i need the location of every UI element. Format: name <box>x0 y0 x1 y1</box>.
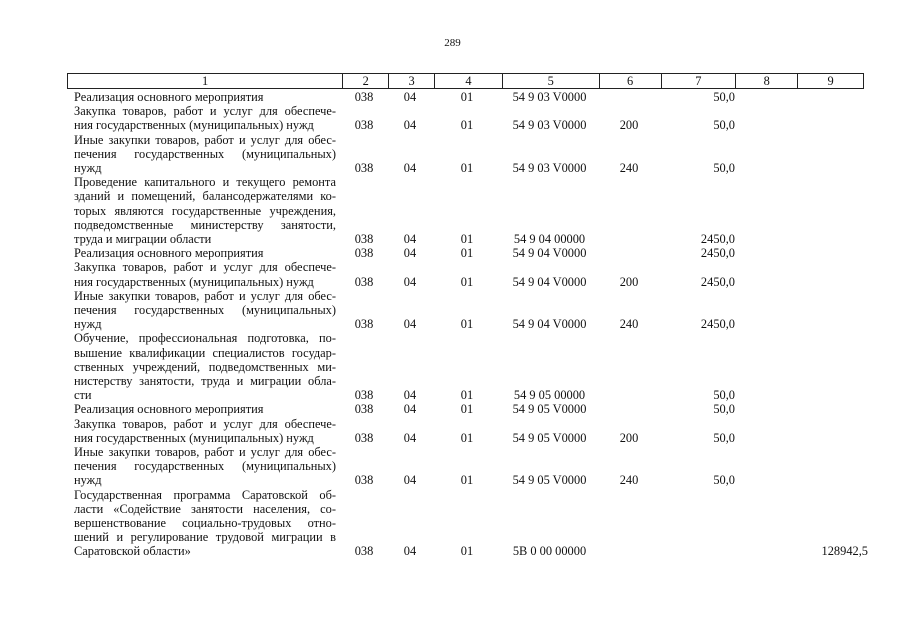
cell-gr: 038 <box>354 90 374 104</box>
cell-cs: 54 9 05 V0000 <box>512 473 587 488</box>
cell-sum-7: 50,0 <box>713 118 735 133</box>
cell-pr: 01 <box>460 90 474 104</box>
cell-pr: 01 <box>460 388 474 403</box>
cell-pr: 01 <box>460 274 474 289</box>
description-line: Закупка товаров, работ и услуг для обеспече- <box>74 416 336 431</box>
description-line: ния государственных (муниципальных) нужд <box>74 430 314 445</box>
cell-sum-7: 50,0 <box>713 473 735 488</box>
column-header-2: 2 <box>342 74 388 88</box>
table-row <box>0 246 905 260</box>
row-description <box>74 289 336 332</box>
cell-cs: 54 9 04 V0000 <box>512 246 587 261</box>
cell-pr: 01 <box>460 544 474 559</box>
row-description <box>74 488 336 559</box>
description-line: Иные закупки товаров, работ и услуг для обес- <box>74 445 336 459</box>
cell-rz: 04 <box>403 317 417 332</box>
description-line: шений и регулирование трудовой миграции в <box>74 530 336 545</box>
table-row <box>0 260 905 288</box>
description-line: сти <box>74 388 92 403</box>
cell-sum-9: 128942,5 <box>821 544 868 559</box>
cell-gr: 038 <box>354 118 374 133</box>
cell-cs: 54 9 05 V0000 <box>512 430 587 445</box>
description-line: ласти «Содействие занятости населения, со- <box>74 501 336 516</box>
row-description <box>74 90 336 104</box>
cell-cs: 54 9 05 00000 <box>513 388 586 403</box>
cell-vr: 240 <box>619 473 639 488</box>
column-header-5: 5 <box>502 74 599 88</box>
cell-pr: 01 <box>460 402 474 417</box>
description-line: ния государственных (муниципальных) нужд <box>74 274 314 289</box>
cell-rz: 04 <box>403 231 417 246</box>
cell-pr: 01 <box>460 231 474 246</box>
cell-cs: 54 9 04 00000 <box>513 231 586 246</box>
description-line: печения государственных (муниципальных) <box>74 146 336 161</box>
cell-gr: 038 <box>354 317 374 332</box>
cell-vr: 200 <box>619 274 639 289</box>
cell-rz: 04 <box>403 544 417 559</box>
table-row <box>0 133 905 176</box>
cell-gr: 038 <box>354 430 374 445</box>
cell-pr: 01 <box>460 118 474 133</box>
row-description <box>74 104 336 132</box>
description-line: вышение квалификации специалистов государ- <box>74 345 336 360</box>
description-line: торых являются государственные учреждения, <box>74 203 336 218</box>
description-line: Проведение капитального и текущего ремонта <box>74 175 336 190</box>
description-line: подведомственные министерству занятости, <box>74 217 336 232</box>
cell-cs: 54 9 03 V0000 <box>512 90 587 104</box>
cell-rz: 04 <box>403 402 417 417</box>
cell-rz: 04 <box>403 90 417 104</box>
table-row <box>0 488 905 559</box>
cell-rz: 04 <box>403 246 417 261</box>
column-header-8: 8 <box>735 74 797 88</box>
column-header-6: 6 <box>599 74 661 88</box>
row-description <box>74 445 336 488</box>
description-line: нистерству занятости, труда и миграции обла- <box>74 373 336 388</box>
row-description <box>74 175 336 246</box>
cell-gr: 038 <box>354 274 374 289</box>
cell-sum-7: 50,0 <box>713 90 735 104</box>
cell-sum-7: 2450,0 <box>700 317 735 332</box>
cell-pr: 01 <box>460 317 474 332</box>
cell-sum-7: 50,0 <box>713 160 735 175</box>
table-row <box>0 402 905 416</box>
table-row <box>0 104 905 132</box>
description-line: ния государственных (муниципальных) нужд <box>74 118 314 133</box>
table-row <box>0 331 905 402</box>
cell-rz: 04 <box>403 388 417 403</box>
row-description <box>74 133 336 176</box>
cell-pr: 01 <box>460 246 474 261</box>
description-line: печения государственных (муниципальных) <box>74 459 336 474</box>
description-line: Закупка товаров, работ и услуг для обеспече- <box>74 104 336 119</box>
cell-rz: 04 <box>403 160 417 175</box>
cell-sum-7: 50,0 <box>713 402 735 417</box>
description-line: нужд <box>74 317 102 332</box>
cell-cs: 54 9 04 V0000 <box>512 317 587 332</box>
description-line: Реализация основного мероприятия <box>74 90 264 104</box>
cell-rz: 04 <box>403 274 417 289</box>
row-description <box>74 417 336 445</box>
cell-vr: 240 <box>619 160 639 175</box>
cell-cs: 54 9 03 V0000 <box>512 160 587 175</box>
table-row <box>0 445 905 488</box>
cell-rz: 04 <box>403 473 417 488</box>
cell-gr: 038 <box>354 544 374 559</box>
table-row <box>0 90 905 104</box>
column-header-7: 7 <box>661 74 736 88</box>
description-line: нужд <box>74 160 102 175</box>
cell-gr: 038 <box>354 473 374 488</box>
cell-rz: 04 <box>403 118 417 133</box>
cell-cs: 5В 0 00 00000 <box>512 544 587 559</box>
cell-cs: 54 9 04 V0000 <box>512 274 587 289</box>
cell-sum-7: 50,0 <box>713 388 735 403</box>
table-row <box>0 417 905 445</box>
column-header-3: 3 <box>388 74 434 88</box>
page-number: 289 <box>444 37 461 49</box>
description-line: нужд <box>74 473 102 488</box>
description-line: вершенствование социально-трудовых отно- <box>74 515 336 530</box>
row-description <box>74 331 336 402</box>
cell-cs: 54 9 05 V0000 <box>512 402 587 417</box>
description-line: Закупка товаров, работ и услуг для обеспече- <box>74 260 336 275</box>
cell-vr: 200 <box>619 430 639 445</box>
cell-cs: 54 9 03 V0000 <box>512 118 587 133</box>
cell-pr: 01 <box>460 160 474 175</box>
cell-gr: 038 <box>354 246 374 261</box>
cell-sum-7: 2450,0 <box>700 274 735 289</box>
cell-sum-7: 2450,0 <box>700 231 735 246</box>
row-description <box>74 260 336 288</box>
cell-gr: 038 <box>354 231 374 246</box>
description-line: труда и миграции области <box>74 231 212 246</box>
cell-vr: 200 <box>619 118 639 133</box>
cell-vr: 240 <box>619 317 639 332</box>
description-line: Иные закупки товаров, работ и услуг для обес- <box>74 132 336 147</box>
column-header-4: 4 <box>434 74 502 88</box>
table-row <box>0 175 905 246</box>
cell-gr: 038 <box>354 160 374 175</box>
cell-gr: 038 <box>354 388 374 403</box>
cell-gr: 038 <box>354 402 374 417</box>
column-header-1: 1 <box>202 74 209 88</box>
description-line: печения государственных (муниципальных) <box>74 302 336 317</box>
description-line: Государственная программа Саратовской об- <box>74 487 336 502</box>
description-line: Саратовской области» <box>74 544 191 559</box>
cell-pr: 01 <box>460 473 474 488</box>
cell-pr: 01 <box>460 430 474 445</box>
description-line: Обучение, профессиональная подготовка, по- <box>74 331 336 346</box>
table-row <box>0 289 905 332</box>
description-line: Реализация основного мероприятия <box>74 402 264 417</box>
cell-rz: 04 <box>403 430 417 445</box>
column-header-9: 9 <box>797 74 863 88</box>
cell-sum-7: 2450,0 <box>700 246 735 261</box>
description-line: Реализация основного мероприятия <box>74 246 264 261</box>
description-line: Иные закупки товаров, работ и услуг для обес- <box>74 288 336 303</box>
table-header <box>67 73 864 89</box>
cell-sum-7: 50,0 <box>713 430 735 445</box>
description-line: зданий и помещений, балансодержателями ко- <box>74 189 336 204</box>
row-description <box>74 246 336 260</box>
description-line: ственных учреждений, подведомственных ми- <box>74 359 336 374</box>
row-description <box>74 402 336 416</box>
